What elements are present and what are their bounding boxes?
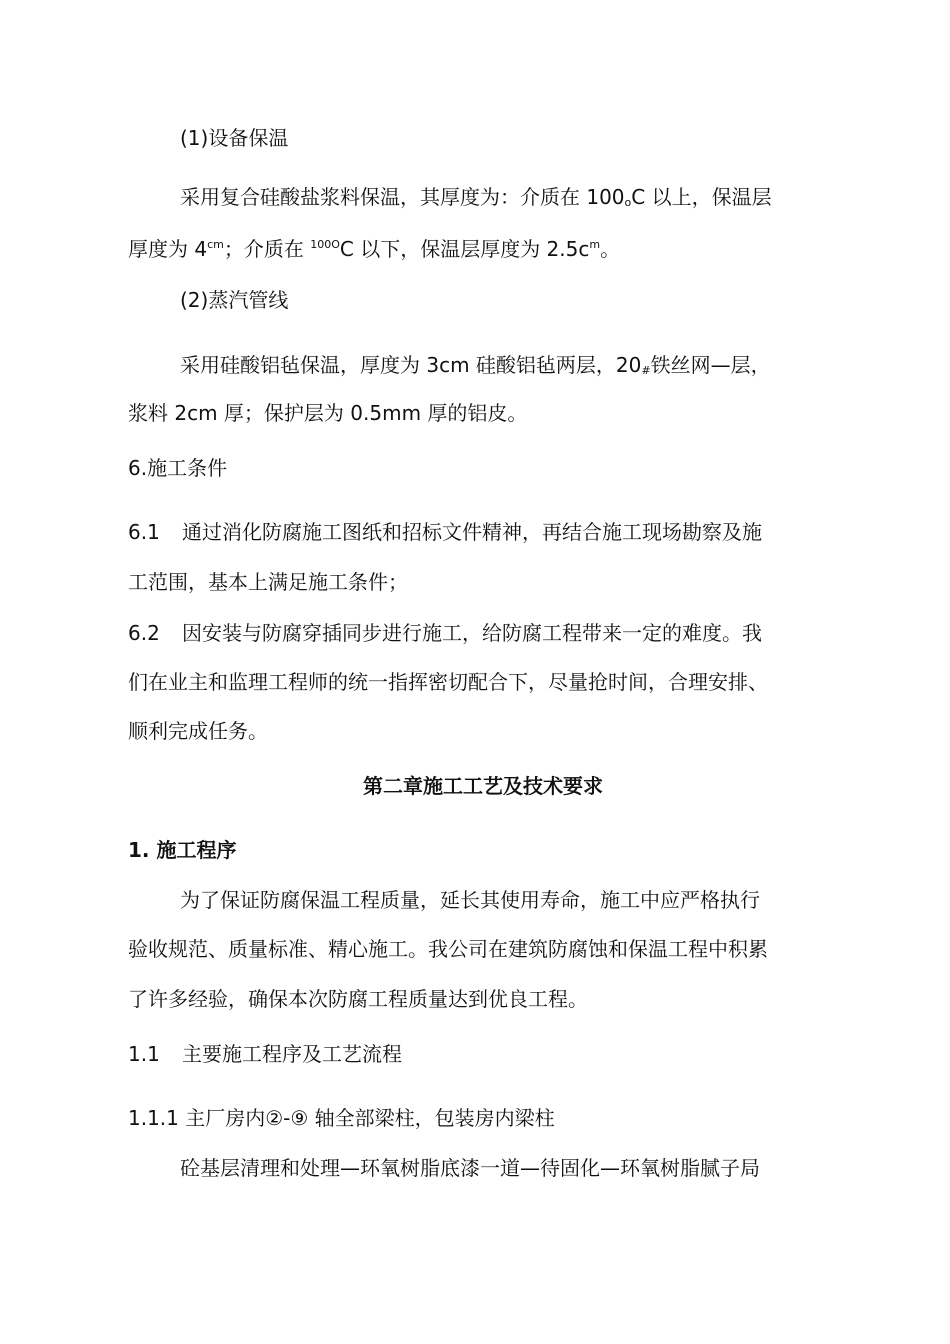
section-heading: [180, 286, 900, 314]
section-heading: 1. 施工程序: [128, 838, 237, 862]
text: (1)设备保温: [180, 126, 289, 150]
text: ；介质在: [223, 237, 311, 261]
text: (2)蒸汽管线: [180, 288, 289, 312]
section-heading: 6.施工条件: [128, 456, 228, 480]
paragraph-line: [128, 518, 848, 546]
superscript: m: [589, 238, 601, 251]
chapter-title: 第二章施工工艺及技术要求: [363, 774, 603, 798]
item-number: 6.2: [128, 621, 160, 645]
paragraph-line: 浆料 2cm 厚；保护层为 0.5mm 厚的铝皮。: [128, 401, 528, 425]
paragraph-line: 验收规范、质量标准、精心施工。我公司在建筑防腐蚀和保温工程中积累: [128, 937, 768, 961]
text: C 以下，保温层厚度为 2.5c: [339, 237, 590, 261]
section-heading: 1.1.1 主厂房内②-⑨ 轴全部梁柱，包装房内梁柱: [128, 1106, 555, 1130]
item-number: 1.1: [128, 1042, 160, 1066]
paragraph-line: [128, 231, 848, 263]
text: 。: [600, 237, 621, 261]
section-heading: [180, 124, 900, 152]
paragraph-line: 顺利完成任务。: [128, 719, 268, 743]
section-heading: [128, 1040, 848, 1068]
text: 因安装与防腐穿插同步进行施工，给防腐工程带来一定的难度。我: [182, 621, 762, 645]
text: 铁丝网—层，: [650, 353, 771, 377]
subscript: o: [624, 196, 632, 209]
text: 采用复合硅酸盐浆料保温，其厚度为：介质在 100: [180, 185, 625, 209]
text: 主要施工程序及工艺流程: [182, 1042, 402, 1066]
item-number: 6.1: [128, 520, 160, 544]
paragraph-line: [180, 183, 900, 217]
paragraph-line: 砼基层清理和处理—环氧树脂底漆一道—待固化—环氧树脂腻子局: [180, 1156, 760, 1180]
superscript: cm: [207, 238, 224, 251]
paragraph-line: [180, 351, 900, 385]
paragraph-line: 为了保证防腐保温工程质量，延长其使用寿命，施工中应严格执行: [180, 888, 760, 912]
paragraph-line: [128, 619, 848, 647]
paragraph-line: 们在业主和监理工程师的统一指挥密切配合下，尽量抢时间，合理安排、: [128, 670, 768, 694]
text: 厚度为 4: [128, 237, 208, 261]
superscript: 100O: [310, 238, 340, 251]
subscript: #: [641, 364, 651, 377]
text: 通过消化防腐施工图纸和招标文件精神，再结合施工现场勘察及施: [182, 520, 762, 544]
paragraph-line: 工范围，基本上满足施工条件；: [128, 570, 408, 594]
text: C 以上，保温层: [631, 185, 772, 209]
text: 采用硅酸铝毡保温，厚度为 3cm 硅酸铝毡两层，20: [180, 353, 642, 377]
paragraph-line: 了许多经验，确保本次防腐工程质量达到优良工程。: [128, 987, 588, 1011]
